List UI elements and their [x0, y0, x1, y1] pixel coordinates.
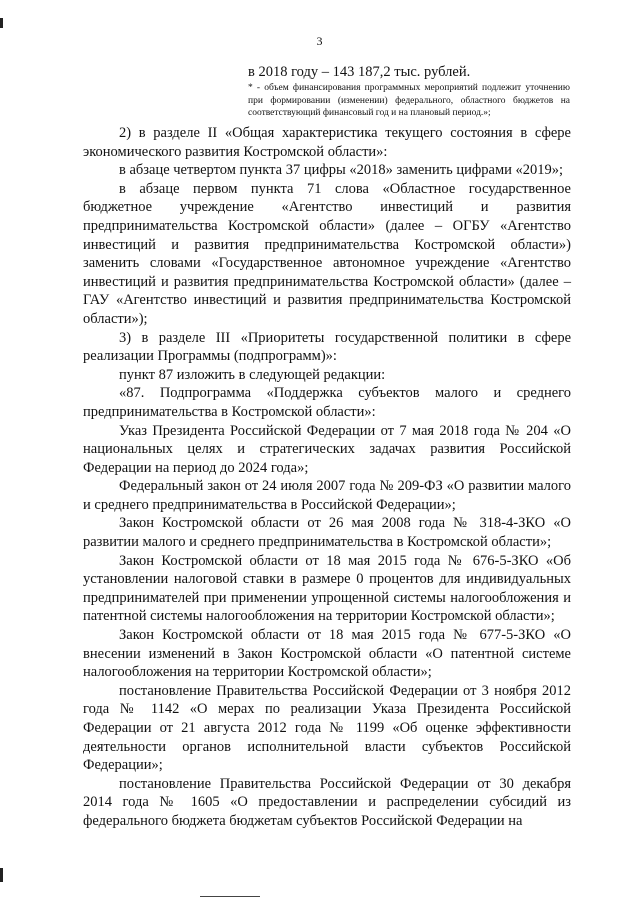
paragraph: постановление Правительства Российской Федерации от 3 ноября 2012 года № 1142 «О мерах по реализации Указа Президента Российской Федерации от 21 августа 2012 года № 1199 «Об оценке эффективности деятельности органов исполнительной власти субъектов Российской Федерации»;	[83, 682, 571, 774]
paragraph: Федеральный закон от 24 июля 2007 года № 209-ФЗ «О развитии малого и среднего предпринимательства в Российской Федерации»;	[83, 478, 571, 513]
paragraph: постановление Правительства Российской Федерации от 30 декабря 2014 года № 1605 «О предоставлении и распределении субсидий из федерального бюджета бюджетам субъектов Российской Федерации на	[83, 775, 571, 829]
document-body	[83, 124, 571, 831]
page-number: 3	[316, 34, 323, 48]
paragraph: 2) в разделе II «Общая характеристика текущего состояния в сфере экономического развития Костромской области»:	[83, 125, 571, 160]
paragraph: в абзаце первом пункта 71 слова «Областное государственное бюджетное учреждение «Агентство инвестиций и развития предпринимательства Костромской области» (далее – ОГБУ «Агентство инвестиций и развития предпринимательства Костромской области») заменить словами «Государственное автономное учреждение «Агентство инвестиций и развития предпринимательства Костромской области» (далее – ГАУ «Агентство инвестиций и развития предпринимательства Костромской области»);	[83, 180, 571, 327]
paragraph: Закон Костромской области от 26 мая 2008 года № 318-4-ЗКО «О развитии малого и среднего предпринимательства в Костромской области»;	[83, 515, 571, 551]
paragraph: «87. Подпрограмма «Поддержка субъектов малого и среднего предпринимательства в Костромской области»:	[83, 385, 571, 420]
paragraph: Закон Костромской области от 18 мая 2015 года № 677-5-ЗКО «О внесении изменений в Закон Костромской области «О патентной системе налогообложения на территории Костромской области»;	[83, 627, 571, 681]
paragraph: 3) в разделе III «Приоритеты государственной политики в сфере реализации Программы (подпрограмм)»:	[83, 329, 571, 365]
footnote: * - объем финансирования программных мероприятий подлежит уточнению при формировании (изменении) федерального, областного бюджетов на соответствующий финансовый год и на плановый период.»;	[248, 83, 570, 118]
paragraph: пункт 87 изложить в следующей редакции:	[119, 366, 386, 383]
scan-edge-mark	[0, 18, 3, 28]
paragraph: в абзаце четвертом пункта 37 цифры «2018» заменить цифрами «2019»;	[119, 162, 564, 179]
paragraph: Закон Костромской области от 18 мая 2015 года № 676-5-ЗКО «Об установлении налоговой ставки в размере 0 процентов для индивидуальных предпринимателей при применении упрощенной системы налогообложения и патентной системы налогообложения на территории Костромской области»;	[83, 552, 571, 625]
funding-total-line: в 2018 году – 143 187,2 тыс. рублей.	[248, 64, 471, 80]
scan-speck	[200, 896, 260, 897]
scan-edge-mark	[0, 868, 3, 882]
paragraph: Указ Президента Российской Федерации от 7 мая 2018 года № 204 «О национальных целях и стратегических задачах развития Российской Федерации на период до 2024 года»;	[83, 422, 571, 476]
